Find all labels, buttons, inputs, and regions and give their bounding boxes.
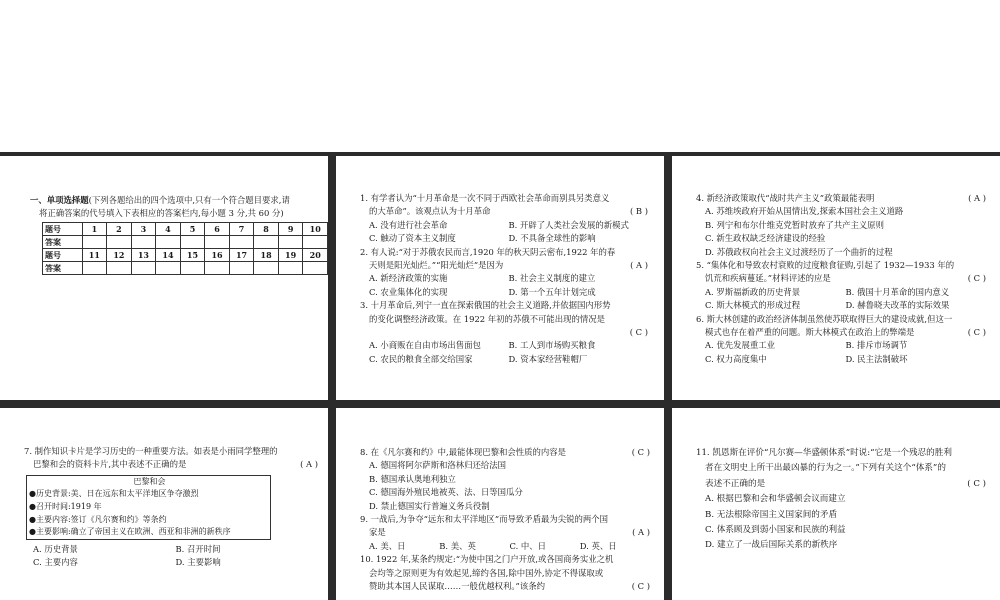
text-line: 2. 有人说:“对于苏俄农民而言,1920 年的秋天阴云密布,1922 年的春 (360, 246, 616, 257)
text-line: A. 没有进行社会革命 (369, 219, 448, 230)
text-line: 将正确答案的代号填入下表相应的答案栏内,每小题 3 分,共 60 分) (39, 208, 284, 219)
text-line: D. 主要影响 (175, 557, 221, 568)
text-line: C. 德国海外殖民地被英、法、日等国瓜分 (369, 487, 523, 498)
card-title: 巴黎和会 (133, 476, 166, 486)
text-line: ●召开时间:1919 年 (29, 502, 102, 511)
answer-cell[interactable] (229, 262, 254, 275)
text-line: 16 (205, 249, 230, 262)
text-line: 20 (303, 249, 328, 262)
options (360, 272, 648, 299)
knowledge-card (26, 475, 271, 540)
text-line: 5. “集体化和导致农村衰败的过度粮食征购,引起了 1932—1933 年的 (696, 260, 955, 271)
answer-mark: ( C ) (631, 581, 650, 592)
text-line: D. 资本家经营鞋帽厂 (508, 353, 588, 364)
answer-cell[interactable] (254, 236, 279, 249)
question-7 (24, 445, 318, 570)
answer-cell[interactable] (180, 262, 205, 275)
text-line: 会均等之原则更为有效起见,缔约各国,除中国外,协定不得谋取或 (369, 567, 604, 578)
text-line: 表述不正确的是 (705, 478, 766, 489)
text-line: D. 赫鲁晓夫改革的实际效果 (845, 300, 950, 311)
answer-cell[interactable] (303, 262, 328, 275)
answer-cell[interactable] (82, 262, 107, 275)
options (360, 339, 648, 366)
text-line: 6 (205, 223, 230, 236)
text-line: 9. 一战后,为争夺“远东和太平洋地区”而导致矛盾最为尖锐的两个国 (360, 514, 609, 525)
text-line: 17 (229, 249, 254, 262)
text-line: A. 美、日 (369, 540, 406, 551)
options (360, 540, 650, 553)
text-line: B. 俄国十月革命的国内意义 (845, 286, 950, 297)
text-line: (下列各题给出的四个选项中,只有一个符合题目要求,请 (88, 195, 290, 205)
text-line: A. 历史背景 (33, 543, 78, 554)
text-line: A. 优先发展重工业 (705, 340, 775, 351)
text-line: D. 禁止德国实行普遍义务兵役制 (369, 500, 490, 511)
text-line: 题号 (43, 249, 83, 262)
text-line: A. 新经济政策的实施 (369, 273, 448, 284)
text-line: A. 小商贩在自由市场出售面包 (369, 340, 481, 351)
text-line: 1 (82, 223, 107, 236)
options (696, 339, 986, 366)
text-line: 14 (156, 249, 181, 262)
answer-cell[interactable] (107, 262, 132, 275)
answer-mark: ( C ) (967, 478, 986, 489)
text-line: 2 (107, 223, 132, 236)
text-line: C. 中、日 (509, 540, 547, 551)
question-5 (696, 259, 986, 313)
text-line: 巴黎和会的资料卡片,其中表述不正确的是 (33, 459, 187, 470)
options (360, 219, 648, 246)
text-line: B. 社会主义制度的建立 (508, 273, 596, 284)
text-line: 8. 在《凡尔赛和约》中,最能体现巴黎和会性质的内容是 (360, 447, 566, 457)
answer-mark: ( B ) (629, 206, 648, 217)
text-line: C. 农民的粮食全部交给国家 (369, 353, 473, 364)
answer-cell[interactable] (156, 236, 181, 249)
text-line: C. 新生政权缺乏经济建设的经验 (705, 233, 826, 244)
text-line: 的变化调整经济政策。在 1922 年初的苏俄不可能出现的情况是 (369, 313, 606, 324)
answer-table (42, 222, 328, 275)
text-line: 4. 新经济政策取代“战时共产主义”政策最能表明 (696, 193, 875, 203)
text-line: D. 不具备全球性的影响 (508, 233, 596, 244)
text-line: B. 列宁和布尔什维克党暂时放弃了共产主义原则 (705, 219, 884, 230)
page-questions-4-6 (672, 156, 1000, 400)
page-answer-sheet (0, 156, 328, 400)
section-instructions (30, 194, 320, 221)
text-line: 9 (278, 223, 303, 236)
text-line: 13 (131, 249, 156, 262)
text-line: B. 开辟了人类社会发展的新模式 (508, 219, 629, 230)
text-line: C. 主要内容 (33, 557, 78, 568)
answer-mark: ( A ) (630, 260, 648, 271)
answer-cell[interactable] (131, 236, 156, 249)
text-line: D. 建立了一战后国际关系的新秩序 (705, 540, 838, 551)
question-8 (360, 446, 650, 513)
text-line: 答案 (43, 262, 83, 275)
question-10 (360, 553, 650, 593)
text-line: B. 排斥市场调节 (845, 340, 908, 351)
text-line: B. 工人到市场购买粮食 (508, 340, 596, 351)
text-line: ●主要内容:签订《凡尔赛和约》等条约 (29, 514, 167, 524)
page-questions-1-3 (336, 156, 664, 400)
answer-mark: ( C ) (967, 327, 986, 338)
page-questions-8-10 (336, 408, 664, 600)
text-line: C. 触动了资本主义制度 (369, 233, 456, 244)
answer-mark: ( C ) (967, 273, 986, 284)
text-line: B. 美、英 (439, 540, 476, 551)
page-question-7 (0, 408, 328, 600)
table-row (43, 249, 328, 262)
text-line: A. 罗斯福新政的历史背景 (705, 286, 801, 297)
text-line: A. 苏维埃政府开始从国情出发,探索本国社会主义道路 (705, 206, 904, 217)
text-line: 饥荒和疾病蔓延。”材料评述的应是 (705, 273, 831, 284)
text-line: 11. 凯恩斯在评价“凡尔赛—华盛顿体系”时说:“它是一个残忍的胜利 (696, 448, 952, 458)
text-line: 12 (107, 249, 132, 262)
text-line: 4 (156, 223, 181, 236)
question-6 (696, 313, 986, 367)
text-line: 5 (180, 223, 205, 236)
options (24, 543, 318, 570)
text-line: C. 斯大林模式的形成过程 (705, 300, 801, 311)
text-line: 18 (254, 249, 279, 262)
text-line: D. 苏俄政权向社会主义过渡经历了一个曲折的过程 (705, 246, 893, 257)
text-line: B. 召开时间 (175, 543, 221, 554)
text-line: 15 (180, 249, 205, 262)
text-line: A. 根据巴黎和会和华盛顿会议而建立 (705, 494, 846, 505)
text-line: 7. 制作知识卡片是学习历史的一种重要方法。如表是小雨同学整理的 (24, 446, 278, 456)
answer-cell[interactable] (278, 262, 303, 275)
text-line: D. 英、日 (579, 540, 617, 551)
answer-mark: ( C ) (631, 447, 650, 457)
text-line: A. 德国将阿尔萨斯和洛林归还给法国 (369, 460, 506, 471)
answer-cell[interactable] (131, 262, 156, 275)
answer-cell[interactable] (254, 262, 279, 275)
text-line: 3. 十月革命后,列宁一直在探索俄国的社会主义道路,并依据国内形势 (360, 300, 611, 311)
text-line: B. 德国承认奥地利独立 (369, 473, 456, 484)
text-line: 10 (303, 223, 328, 236)
answer-cell[interactable] (229, 236, 254, 249)
text-line: 赞助其本国人民谋取……一般优越权利。”该条约 (369, 581, 545, 592)
text-line: 6. 斯大林创建的政治经济体制虽然使苏联取得巨大的建设成就,但这一 (696, 313, 953, 324)
text-line: ●主要影响:确立了帝国主义在欧洲、西亚和非洲的新秩序 (29, 527, 231, 537)
text-line: 天则是阳光灿烂。”“阳光灿烂”是因为 (369, 260, 504, 271)
text-line: 的大革命”。该观点认为十月革命 (369, 206, 491, 217)
text-line: D. 第一个五年计划完成 (508, 286, 596, 297)
text-line: 11 (82, 249, 107, 262)
text-line: C. 权力高度集中 (705, 353, 767, 364)
page-question-11 (672, 408, 1000, 600)
answer-mark: ( A ) (632, 527, 650, 538)
table-row (43, 223, 328, 236)
text-line: 家是 (369, 527, 386, 538)
question-9 (360, 513, 650, 553)
table-row (43, 262, 328, 275)
text-line: 10. 1922 年,某条约规定:“为使中国之门户开放,或各国商务实业之机 (360, 554, 614, 565)
question-2 (360, 246, 648, 300)
text-line: 模式也存在着严重的问题。斯大林模式在政治上的弊端是 (705, 327, 915, 338)
question-3 (360, 299, 648, 366)
answer-cell[interactable] (156, 262, 181, 275)
answer-cell[interactable] (278, 236, 303, 249)
question-4 (696, 192, 986, 259)
answer-cell[interactable] (82, 236, 107, 249)
section-heading: 一、单项选择题 (30, 195, 89, 205)
text-line: 19 (278, 249, 303, 262)
text-line: 者在文明史上所干出最凶暴的行为之一。”下列有关这个“体系”的 (705, 463, 946, 474)
text-line: C. 农业集体化的实现 (369, 286, 448, 297)
answer-cell[interactable] (205, 236, 230, 249)
answer-mark: ( A ) (968, 193, 986, 203)
text-line: ●历史背景:美、日在远东和太平洋地区争夺激烈 (29, 489, 199, 499)
text-line: 题号 (43, 223, 83, 236)
options (696, 286, 986, 313)
answer-mark: ( C ) (629, 327, 648, 338)
text-line: C. 体系顾及到弱小国家和民族的利益 (705, 525, 846, 536)
text-line: 7 (229, 223, 254, 236)
text-line: B. 无法根除帝国主义国家间的矛盾 (705, 509, 838, 520)
answer-cell[interactable] (180, 236, 205, 249)
question-1 (360, 192, 648, 246)
answer-cell[interactable] (303, 236, 328, 249)
text-line: 答案 (43, 236, 83, 249)
answer-mark: ( A ) (300, 459, 318, 470)
text-line: 3 (131, 223, 156, 236)
text-line: D. 民主法制破坏 (845, 353, 908, 364)
answer-cell[interactable] (205, 262, 230, 275)
text-line: 8 (254, 223, 279, 236)
table-row (43, 236, 328, 249)
answer-cell[interactable] (107, 236, 132, 249)
question-11 (696, 446, 986, 554)
text-line: 1. 有学者认为“十月革命是一次不同于西欧社会革命而别具另类意义 (360, 193, 610, 203)
